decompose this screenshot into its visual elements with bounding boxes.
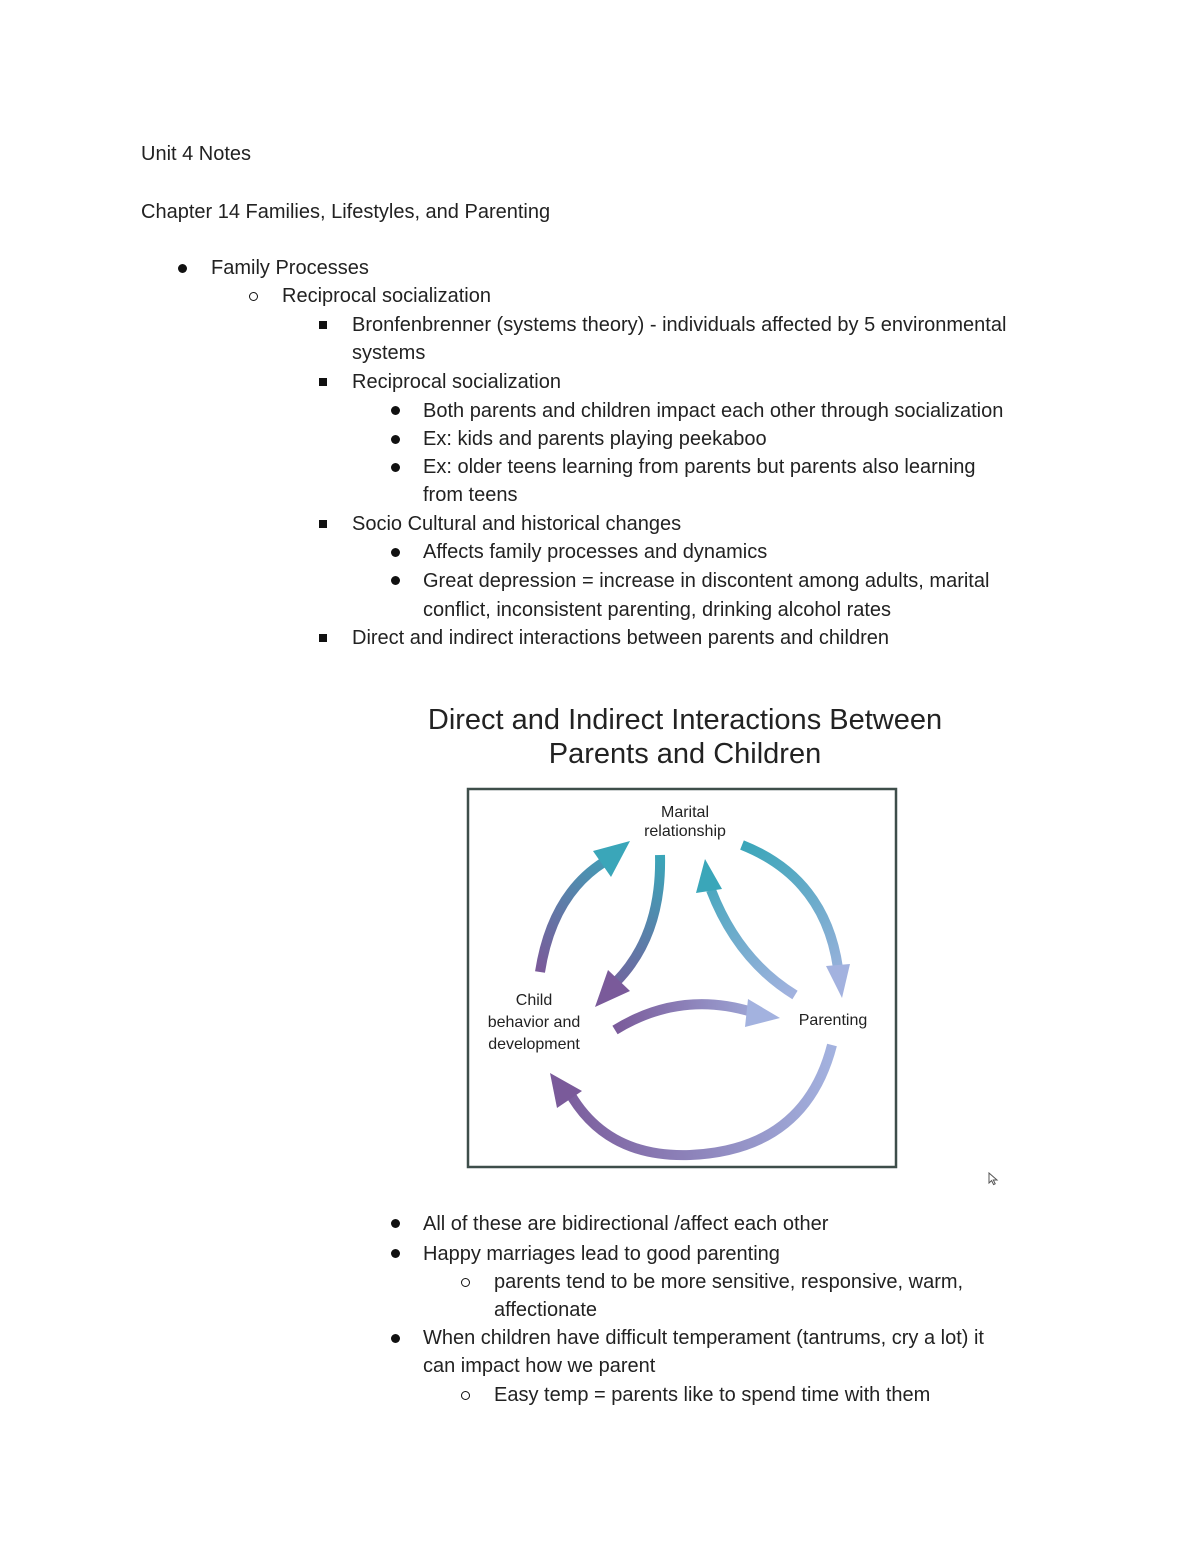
node-marital-line1: Marital — [660, 804, 710, 821]
outline-item-older-teens: Ex: older teens learning from parents but parents also learning — [423, 456, 976, 478]
node-child-line2: behavior and — [487, 1014, 581, 1031]
outline-item-family-processes: Family Processes — [211, 257, 369, 279]
outline-item-happy-marriages: Happy marriages lead to good parenting — [423, 1243, 780, 1265]
outline-item-sociocultural: Socio Cultural and historical changes — [352, 513, 682, 535]
outline-item-bidirectional: All of these are bidirectional /affect each other — [423, 1213, 829, 1235]
figure-title-line2: Parents and Children — [548, 738, 822, 770]
outline-item-older-teens-cont: from teens — [423, 484, 518, 506]
bullet-circle-icon — [461, 1391, 470, 1400]
mouse-cursor-icon — [988, 1172, 1000, 1186]
outline-item-easy-temp: Easy temp = parents like to spend time with them — [494, 1384, 931, 1406]
outline-item-affects-family: Affects family processes and dynamics — [423, 541, 768, 563]
outline-item-reciprocal-socialization-2: Reciprocal socialization — [352, 371, 561, 393]
outline-item-great-depression-cont: conflict, inconsistent parenting, drinking alcohol rates — [423, 599, 892, 621]
node-parenting: Parenting — [798, 1012, 868, 1029]
node-marital-line2: relationship — [644, 823, 726, 840]
outline-item-both-parents: Both parents and children impact each other through socialization — [423, 400, 1004, 422]
outline-item-reciprocal-socialization: Reciprocal socialization — [282, 285, 491, 307]
outline-item-great-depression: Great depression = increase in discontent among adults, marital — [423, 570, 990, 592]
bullet-dot-icon — [391, 1249, 400, 1258]
outline-item-difficult-temperament: When children have difficult temperament (tantrums, cry a lot) it — [423, 1327, 984, 1349]
bullet-circle-icon — [461, 1278, 470, 1287]
outline-item-parents-sensitive: parents tend to be more sensitive, responsive, warm, — [494, 1271, 964, 1293]
outline-item-peekaboo: Ex: kids and parents playing peekaboo — [423, 428, 767, 450]
chapter-heading: Chapter 14 Families, Lifestyles, and Parenting — [141, 201, 551, 223]
bullet-dot-icon — [391, 1219, 400, 1228]
outline-item-direct-indirect: Direct and indirect interactions between parents and children — [352, 627, 889, 649]
figure-title-line1: Direct and Indirect Interactions Between — [427, 704, 943, 736]
node-child-line1: Child — [515, 992, 553, 1009]
outline-item-bronfenbrenner-cont: systems — [352, 342, 426, 364]
outline-item-difficult-temperament-cont: can impact how we parent — [423, 1355, 656, 1377]
outline-item-parents-sensitive-cont: affectionate — [494, 1299, 598, 1321]
bullet-dot-icon — [391, 1334, 400, 1343]
document-title: Unit 4 Notes — [141, 143, 252, 165]
diagram-frame — [468, 789, 896, 1167]
outline-item-bronfenbrenner: Bronfenbrenner (systems theory) - individuals affected by 5 environmental — [352, 314, 1007, 336]
node-child-line3: development — [488, 1036, 580, 1053]
